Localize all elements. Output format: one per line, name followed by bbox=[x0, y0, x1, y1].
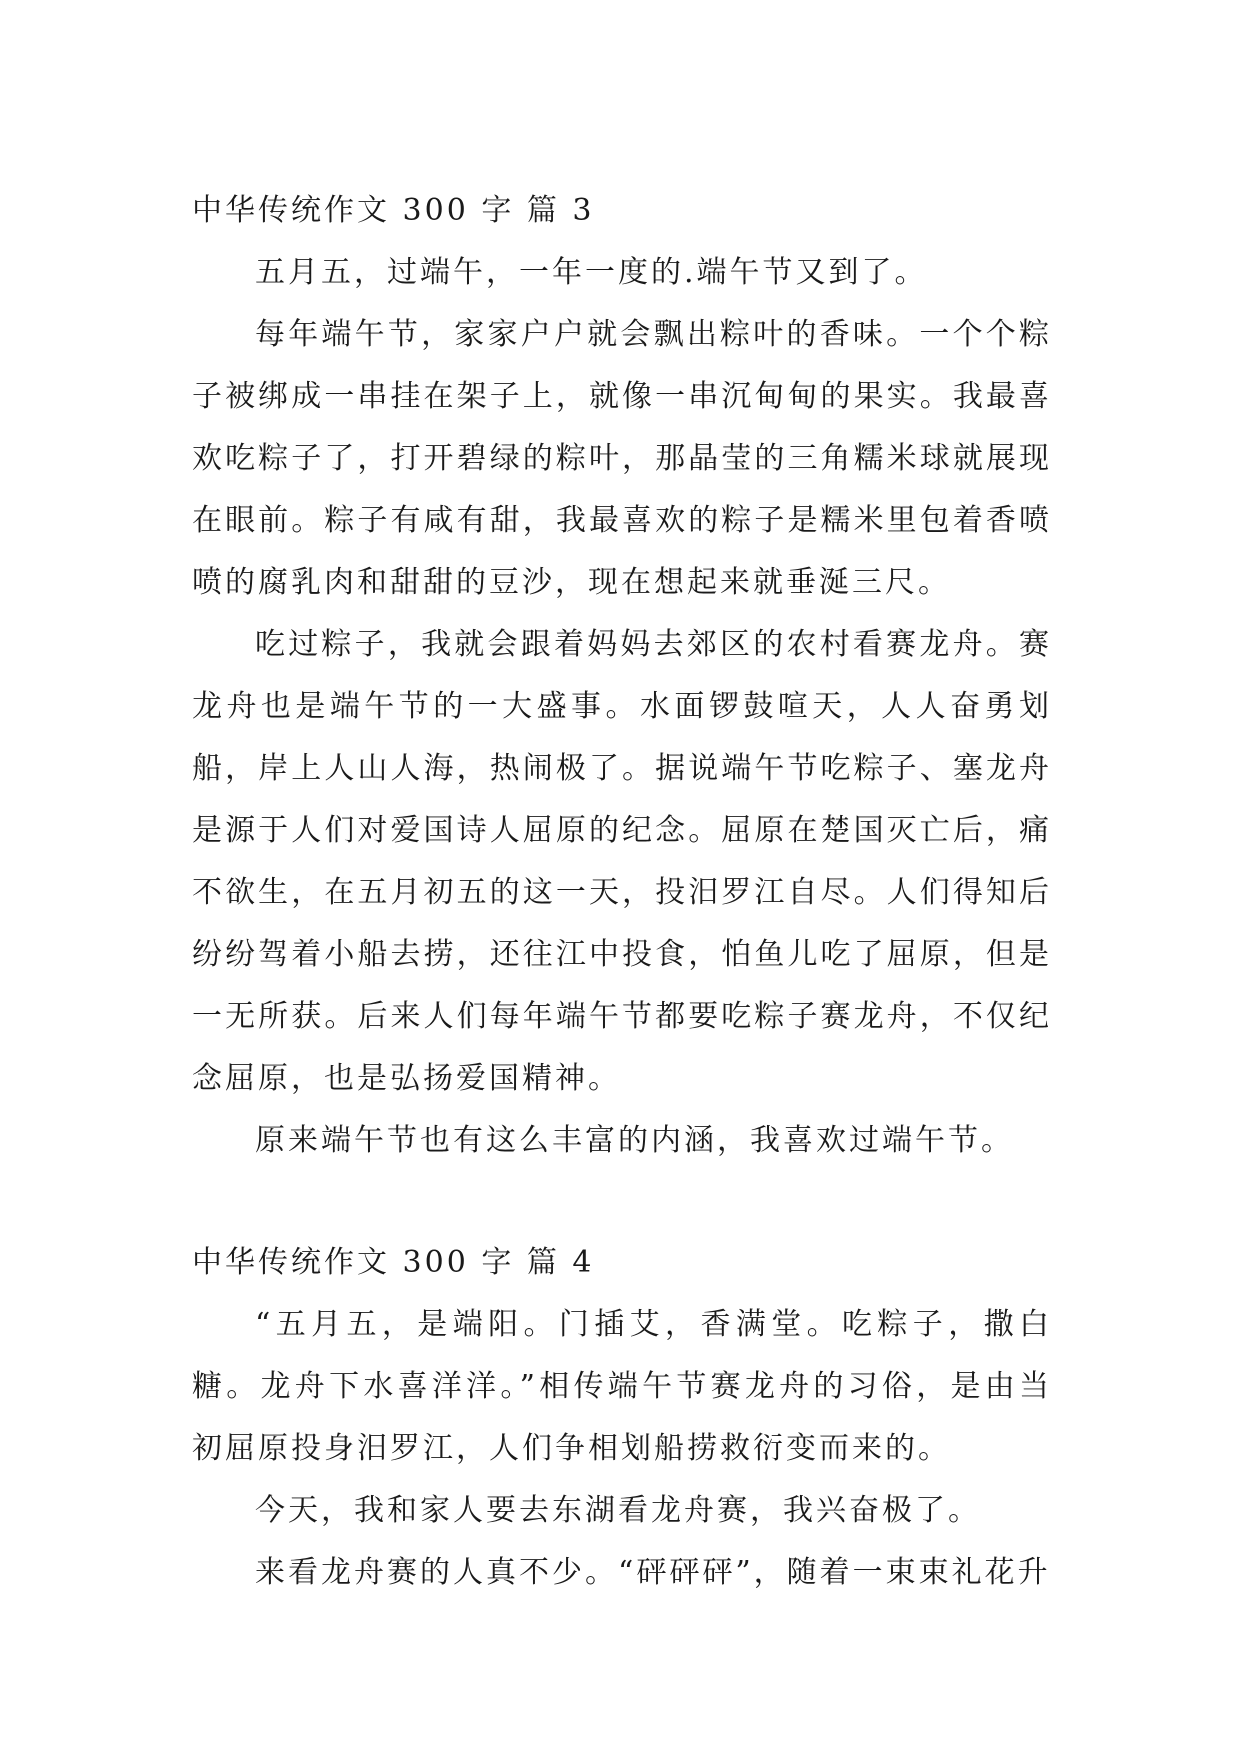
essay-section-3 bbox=[192, 180, 1052, 1172]
paragraph: 每年端午节，家家户户就会飘出粽叶的香味。一个个粽子被绑成一串挂在架子上，就像一串沉甸甸的果实。我最喜欢吃粽子了，打开碧绿的粽叶，那晶莹的三角糯米球就展现在眼前。粽子有咸有甜，我最喜欢的粽子是糯米里包着香喷喷的腐乳肉和甜甜的豆沙，现在想起来就垂涎三尺。 bbox=[192, 317, 1052, 600]
paragraph: 五月五，过端午，一年一度的.端午节又到了。 bbox=[255, 255, 928, 290]
paragraph: 来看龙舟赛的人真不少。“砰砰砰”，随着一束束礼花升 bbox=[255, 1555, 1051, 1590]
paragraph: 原来端午节也有这么丰富的内涵，我喜欢过端午节。 bbox=[255, 1123, 1014, 1158]
paragraph: 今天，我和家人要去东湖看龙舟赛，我兴奋极了。 bbox=[255, 1493, 981, 1528]
paragraph: “五月五，是端阳。门插艾，香满堂。吃粽子，撒白糖。龙舟下水喜洋洋。”相传端午节赛龙舟的习俗，是由当初屈原投身汨罗江，人们争相划船捞救衍变而来的。 bbox=[192, 1307, 1052, 1466]
section-heading: 中华传统作文 300 字 篇 4 bbox=[192, 1245, 595, 1280]
paragraph: 吃过粽子，我就会跟着妈妈去郊区的农村看赛龙舟。赛龙舟也是端午节的一大盛事。水面锣鼓喧天，人人奋勇划船，岸上人山人海，热闹极了。据说端午节吃粽子、塞龙舟是源于人们对爱国诗人屈原的纪念。屈原在楚国灭亡后，痛不欲生，在五月初五的这一天，投汨罗江自尽。人们得知后纷纷驾着小船去捞，还往江中投食，怕鱼儿吃了屈原，但是一无所获。后来人们每年端午节都要吃粽子赛龙舟，不仅纪念屈原，也是弘扬爱国精神。 bbox=[192, 627, 1052, 1096]
document-body bbox=[192, 180, 1052, 1604]
essay-section-4 bbox=[192, 1232, 1052, 1604]
section-heading: 中华传统作文 300 字 篇 3 bbox=[192, 193, 595, 228]
section-spacer bbox=[192, 1172, 1052, 1232]
